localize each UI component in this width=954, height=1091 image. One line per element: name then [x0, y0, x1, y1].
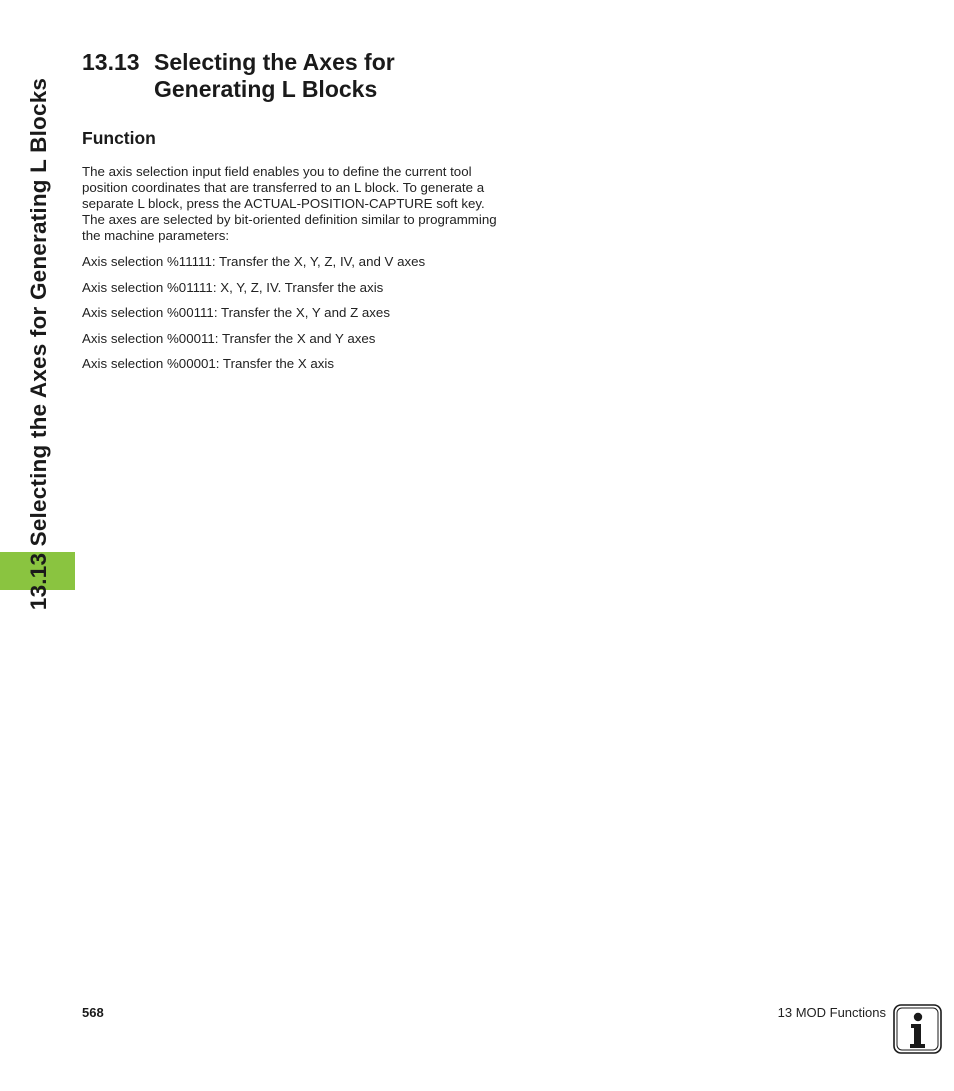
intro-line: position coordinates that are transferred to an L block. To generate a	[82, 180, 485, 195]
intro-paragraph	[82, 164, 532, 244]
intro-line: separate L block, press the ACTUAL-POSITION-CAPTURE soft key.	[82, 196, 485, 211]
title-line-2: Generating L Blocks	[154, 76, 378, 102]
body-text	[82, 164, 532, 382]
intro-line: the machine parameters:	[82, 228, 230, 243]
axis-selection-item: Axis selection %00111: Transfer the X, Y and Z axes	[82, 305, 390, 321]
info-icon	[893, 1004, 942, 1054]
axis-selection-item: Axis selection %01111: X, Y, Z, IV. Transfer the axis	[82, 279, 384, 295]
page-number: 568	[82, 1005, 104, 1020]
title-line-1: Selecting the Axes for	[154, 49, 395, 75]
axis-selection-item: Axis selection %00011: Transfer the X and Y axes	[82, 330, 376, 346]
chapter-footer: 13 MOD Functions	[777, 1005, 886, 1020]
axis-selection-item: Axis selection %11111: Transfer the X, Y, Z, IV, and V axes	[82, 254, 426, 269]
section-number: 13.13	[82, 49, 140, 75]
intro-line: The axis selection input field enables you to define the current tool	[82, 164, 472, 179]
axis-selection-item: Axis selection %00001: Transfer the X axis	[82, 356, 335, 372]
intro-line: The axes are selected by bit-oriented definition similar to programming	[82, 212, 497, 227]
page-title	[82, 49, 395, 103]
side-chapter-title: 13.13 Selecting the Axes for Generating L Blocks	[26, 77, 52, 611]
section-heading: Function	[82, 128, 156, 148]
